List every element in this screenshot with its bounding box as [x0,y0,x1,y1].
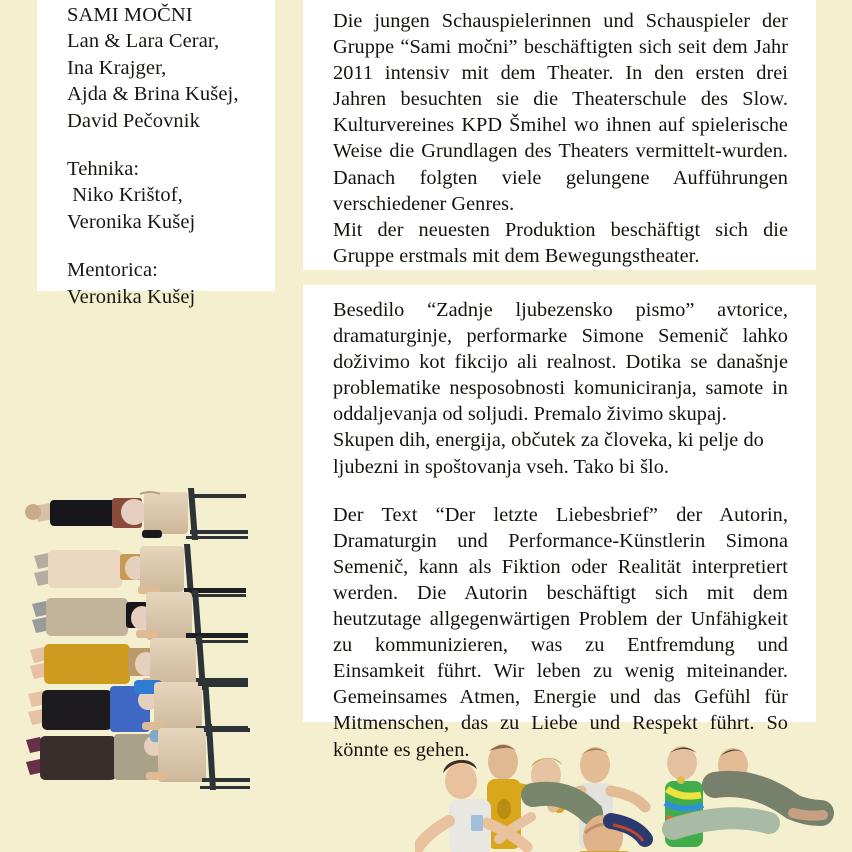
credits-panel [37,0,275,308]
seated-figure [26,724,250,790]
performer-group-illustration [415,737,835,852]
german-intro-paragraph: Mit der neuesten Produktion beschäftigt sich die Gruppe erstmals mit dem Bewegungstheater. [333,218,788,267]
german-paragraph: Der Text “Der letzte Liebesbrief” der Autorin, Dramaturgin und Performance-Künstlerin Simona Semenič, kann als Fiktion oder Realität interpretiert werden. Die Autorin beschäftigt sich mit dem heutzutage allgegenwärtigen Problem der Unfähigkeit zu kommunizieren, was zu Entfremdung und Einsamkeit führt. Wir leben zu wenig miteinander. Gemeinsames Atmen, Energie und das Gefühl für Mitmenschen, das zu Liebe und Respekt führt. So könnte es gehen. [333,503,788,761]
credits-technics-name: Niko Krištof, [67,184,183,207]
main-text-panel [303,285,816,761]
credits-mentor-label: Mentorica: [67,259,158,282]
seated-figure [25,488,248,540]
slovene-paragraph: Besedilo “Zadnje ljubezensko pismo” avtorice, dramaturginje, performarke Simone Semenič lahko doživimo kot fikcijo ali realnost. Dotika se današnje problematike nesposobnosti komuniciranja, samote in oddaljevanja od soljudi. Premalo živimo skupaj. [333,299,788,426]
german-intro-panel [303,0,816,270]
seated-figure [34,544,246,597]
credits-spacer [67,134,257,156]
slovene-paragraph: Skupen dih, energija, občutek za človeka, ki pelje do ljubezni in spoštovanja vseh. Tako bi šlo. [333,429,764,478]
credits-performer: Ina Krajger, [67,56,167,79]
seated-figures-photo [8,478,260,803]
credits-title: SAMI MOČNI [67,4,193,26]
seated-figures-illustration [8,478,260,803]
performer-group-photo [415,737,835,852]
credits-performer: David Pečovnik [67,109,200,132]
credits-mentor-name: Veronika Kušej [67,285,196,308]
credits-technics-label: Tehnika: [67,158,140,181]
seated-figure [32,590,248,644]
credits-technics-name: Veronika Kušej [67,210,196,233]
credits-performer: Ajda & Brina Kušej, [67,83,239,106]
credits-spacer [67,235,257,257]
credits-performer: Lan & Lara Cerar, [67,30,220,53]
german-intro-paragraph: Die jungen Schauspielerinnen und Schauspieler der Gruppe “Sami močni” beschäftigten sich seit dem Jahr 2011 intensiv mit dem Theater. In den ersten drei Jahren besuchten sie die Theaterschule des Slow. Kulturvereines KPD Šmihel wo ihnen auf spielerische Weise die Grundlagen des Theaters vermittelt-wurden. Danach folgten viele gelungene Aufführungen verschiedener Genres. [333,10,788,215]
